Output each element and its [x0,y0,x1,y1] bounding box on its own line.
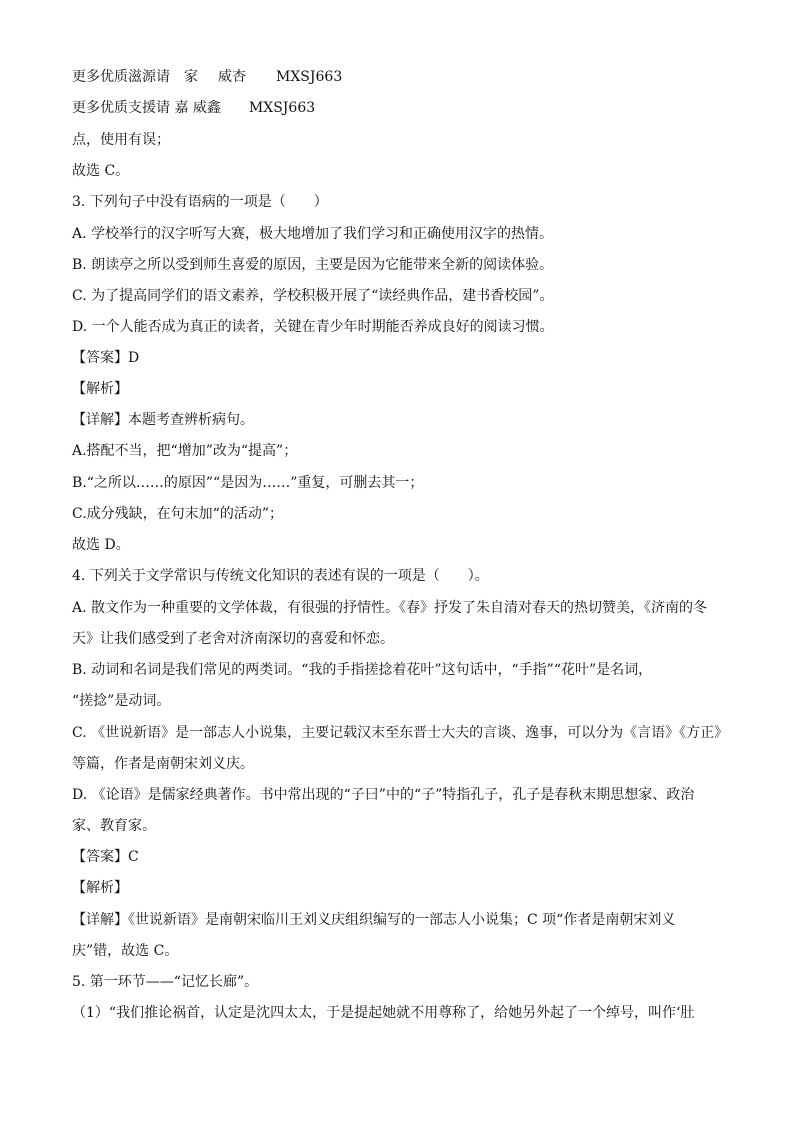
analysis-label: 【解析】 [72,880,128,896]
question-4-option-a: A. 散文作为一种重要的文学体裁，有很强的抒情性。《春》抒发了朱自清对春天的热切赞美，《济南的冬天》让我们感受到了老舍对济南深切的喜爱和怀恋。 [72,600,708,647]
header-ad-line-1 [72,68,722,86]
answer-label: 【答案】C [72,849,139,865]
header-ad-code: MXSJ663 [248,100,316,116]
explanation-text: 【详解】《世说新语》是南朝宋临川王刘义庆组织编写的一部志人小说集；C 项“作者是南朝宋刘义庆”错，故选 C。 [72,912,676,959]
paragraph: 故选 C。 [72,163,130,179]
question-5-stem: 5. 第一环节——“记忆长廊”。 [72,974,259,990]
header-ad-text: 更多优质支援请 嘉 威鑫 [72,100,221,116]
question-3-option-c: C. 为了提高同学们的语文素养，学校积极开展了“读经典作品，建书香校园”。 [72,288,554,304]
explanation-text: A.搭配不当，把“增加”改为“提高”； [72,443,298,459]
answer-label: 【答案】D [72,350,140,366]
question-3-stem: 3. 下列句子中没有语病的一项是（ ） [72,194,328,210]
analysis-label: 【解析】 [72,381,128,397]
explanation-text: C.成分残缺，在句末加“的活动”； [72,506,283,522]
question-4-stem: 4. 下列关于文学常识与传统文化知识的表述有误的一项是（ ）。 [72,568,489,584]
header-ad-text: 威杏 [218,69,246,85]
header-ad-text: 更多优质滋源请 [72,69,170,85]
question-5-paragraph: （1）“我们推论祸首，认定是沈四太太，于是提起她就不用尊称了，给她另外起了一个绰号，叫作‘肚 [72,1005,695,1021]
question-4-option-c: C. 《世说新语》是一部志人小说集，主要记载汉末至东晋士大夫的言谈、逸事，可以分为《言语》《方正》等篇，作者是南朝宋刘义庆。 [72,725,722,772]
header-ad-line-2 [72,99,722,117]
header-ad-text: 家 [184,69,198,85]
paragraph: 点，使用有误； [72,132,170,148]
question-3-option-b: B. 朗读亭之所以受到师生喜爱的原因，主要是因为它能带来全新的阅读体验。 [72,257,554,273]
question-4-option-b-continued: “搓捻”是动词。 [72,693,171,709]
conclusion-text: 故选 D。 [72,537,130,553]
explanation-text: B.“之所以……的原因”“是因为……”重复，可删去其一； [72,475,424,491]
header-ad-code: MXSJ663 [276,69,343,85]
question-3-option-d: D. 一个人能否成为真正的读者，关键在青少年时期能否养成良好的阅读习惯。 [72,319,554,335]
question-3-option-a: A. 学校举行的汉字听写大赛，极大地增加了我们学习和正确使用汉字的热情。 [72,226,554,242]
question-4-option-d: D. 《论语》是儒家经典著作。书中常出现的“子曰”中的“子”特指孔子，孔子是春秋末期思想家、政治家、教育家。 [72,787,695,834]
explanation-text: 【详解】本题考查辨析病句。 [72,412,254,428]
question-4-option-b: B. 动词和名词是我们常见的两类词。“我的手指搓捻着花叶”这句话中，“手指”“花叶”是名词， [72,662,653,678]
